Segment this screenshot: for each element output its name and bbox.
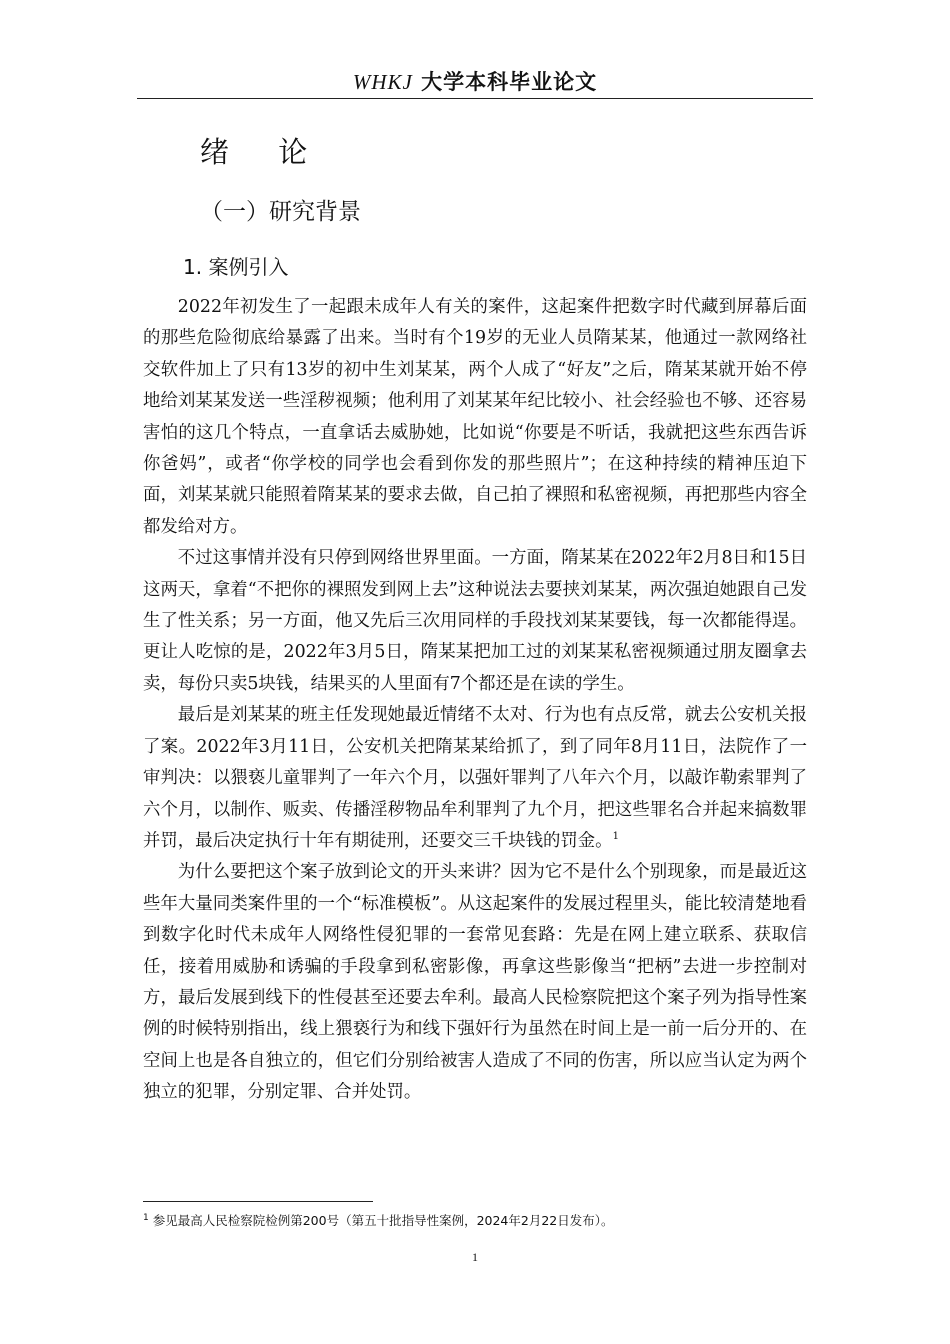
paragraph-4: 为什么要把这个案子放到论文的开头来讲？因为它不是什么个别现象，而是最近这些年大量同类案件里的一个“标准模板”。从这起案件的发展过程里头，能比较清楚地看到数字化时代未成年人网络性侵犯罪的一套常见套路：先是在网上建立联系、获取信任，接着用威胁和诱骗的手段拿到私密影像，再拿这些影像当“把柄”去进一步控制对方，最后发展到线下的性侵甚至还要去牟利。最高人民检察院把这个案子列为指导性案例的时候特别指出，线上猥亵行为和线下强奸行为虽然在时间上是一前一后分开的、在空间上也是各自独立的，但它们分别给被害人造成了不同的伤害，所以应当认定为两个独立的犯罪，分别定罪、合并处罚。 bbox=[143, 862, 807, 1103]
chapter-heading: 绪 论 bbox=[200, 135, 328, 169]
header-title: 大学本科毕业论文 bbox=[421, 69, 598, 94]
section-heading: （一）研究背景 bbox=[200, 199, 361, 225]
subsection-heading: 1. 案例引入 bbox=[183, 255, 289, 279]
footnote-divider bbox=[143, 1201, 373, 1202]
footnote-number: 1 bbox=[143, 1212, 149, 1223]
header-divider bbox=[137, 98, 813, 99]
body-text bbox=[143, 292, 807, 1109]
running-header bbox=[137, 66, 813, 98]
footnote-reference[interactable]: 1 bbox=[612, 831, 619, 843]
paragraph-3-text: 最后是刘某某的班主任发现她最近情绪不太对、行为也有点反常，就去公安机关报了案。2022年3月11日，公安机关把隋某某给抓了，到了同年8月11日，法院作了一审判决：以猥亵儿童罪判了一年六个月，以强奸罪判了八年六个月，以敲诈勒索罪判了六个月，以制作、贩卖、传播淫秽物品牟利罪判了九个月，把这些罪名合并起来搞数罪并罚，最后决定执行十年有期徒刑，还要交三千块钱的罚金。 bbox=[143, 705, 807, 851]
header-university-code: WHKJ bbox=[352, 70, 413, 94]
paragraph-3 bbox=[143, 700, 807, 857]
footnote bbox=[143, 1211, 807, 1229]
page-number: 1 bbox=[472, 1250, 478, 1264]
paragraph-2: 不过这事情并没有只停到网络世界里面。一方面，隋某某在2022年2月8日和15日这两天，拿着“不把你的裸照发到网上去”这种说法去要挟刘某某，两次强迫她跟自己发生了性关系；另一方面，他又先后三次用同样的手段找刘某某要钱，每一次都能得逞。更让人吃惊的是，2022年3月5日，隋某某把加工过的刘某某私密视频通过朋友圈拿去卖，每份只卖5块钱，结果买的人里面有7个都还是在读的学生。 bbox=[143, 548, 807, 694]
paragraph-1: 2022年初发生了一起跟未成年人有关的案件，这起案件把数字时代藏到屏幕后面的那些危险彻底给暴露了出来。当时有个19岁的无业人员隋某某，他通过一款网络社交软件加上了只有13岁的初中生刘某某，两个人成了“好友”之后，隋某某就开始不停地给刘某某发送一些淫秽视频；他利用了刘某某年纪比较小、社会经验也不够、还容易害怕的这几个特点，一直拿话去威胁她，比如说“你要是不听话，我就把这些东西告诉你爸妈”，或者“你学校的同学也会看到你发的那些照片”；在这种持续的精神压迫下面，刘某某就只能照着隋某某的要求去做，自己拍了裸照和私密视频，再把那些内容全都发给对方。 bbox=[143, 297, 807, 537]
footnote-text: 参见最高人民检察院检例第200号（第五十批指导性案例，2024年2月22日发布）。 bbox=[152, 1213, 614, 1228]
